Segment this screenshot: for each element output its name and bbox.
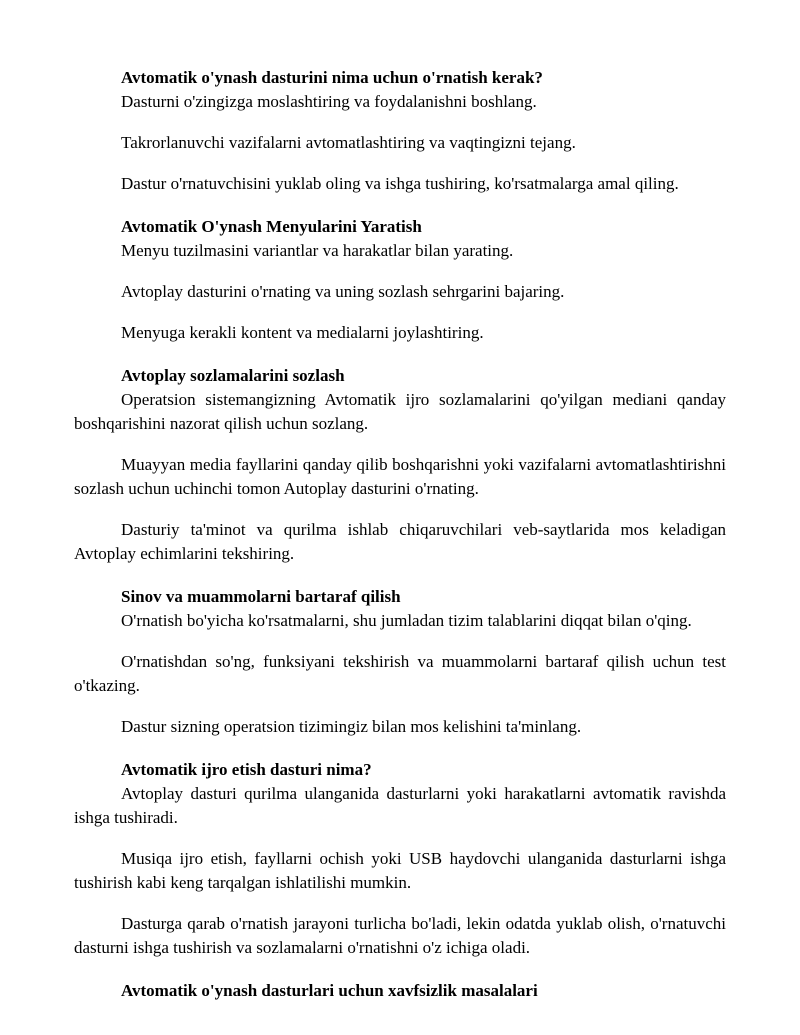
- document-page: [74, 66, 726, 1022]
- section-heading: Avtomatik ijro etish dasturi nima?: [121, 760, 372, 779]
- paragraph: Menyu tuzilmasini variantlar va harakatlar bilan yarating.: [121, 241, 514, 260]
- section-heading: Sinov va muammolarni bartaraf qilish: [121, 587, 401, 606]
- paragraph: Avtoplay dasturini o'rnating va uning sozlash sehrgarini bajaring.: [121, 282, 565, 301]
- paragraph: Avtoplay dasturi qurilma ulanganida dasturlarni yoki harakatlarni avtomatik ravishda ishga tushiradi.: [74, 784, 726, 827]
- paragraph: Dastur sizning operatsion tizimingiz bilan mos kelishini ta'minlang.: [121, 717, 582, 736]
- section-heading: Avtomatik O'ynash Menyularini Yaratish: [121, 217, 422, 236]
- section-why-install: [74, 66, 726, 196]
- paragraph: Menyuga kerakli kontent va medialarni joylashtiring.: [121, 323, 484, 342]
- paragraph: Dasturga qarab o'rnatish jarayoni turlicha bo'ladi, lekin odatda yuklab olish, o'rnatuvchi dasturni ishga tushirish va sozlamalarni o'rnatishni o'z ichiga oladi.: [74, 914, 726, 957]
- paragraph: O'rnatish bo'yicha ko'rsatmalarni, shu jumladan tizim talablarini diqqat bilan o'qing.: [121, 611, 692, 630]
- paragraph: Takrorlanuvchi vazifalarni avtomatlashtiring va vaqtingizni tejang.: [121, 133, 576, 152]
- section-autoplay-settings: [74, 364, 726, 566]
- section-heading: Avtoplay sozlamalarini sozlash: [121, 366, 345, 385]
- paragraph: Musiqa ijro etish, fayllarni ochish yoki USB haydovchi ulanganida dasturlarni ishga tushirish kabi keng tarqalgan ishlatilishi mumkin.: [74, 849, 726, 892]
- section-heading: Avtomatik o'ynash dasturlari uchun xavfsizlik masalalari: [121, 981, 538, 1000]
- section-security-issues: [74, 979, 726, 1003]
- section-what-is-autoplay: [74, 758, 726, 960]
- paragraph: O'rnatishdan so'ng, funksiyani tekshirish va muammolarni bartaraf qilish uchun test o'tkazing.: [74, 652, 726, 695]
- section-testing-troubleshooting: [74, 585, 726, 739]
- paragraph: Dastur o'rnatuvchisini yuklab oling va ishga tushiring, ko'rsatmalarga amal qiling.: [121, 174, 679, 193]
- paragraph: Muayyan media fayllarini qanday qilib boshqarishni yoki vazifalarni avtomatlashtirishni sozlash uchun uchinchi tomon Autoplay dasturini o'rnating.: [74, 455, 726, 498]
- section-heading: Avtomatik o'ynash dasturini nima uchun o'rnatish kerak?: [121, 68, 543, 87]
- section-create-menus: [74, 215, 726, 345]
- paragraph: Dasturni o'zingizga moslashtiring va foydalanishni boshlang.: [121, 92, 537, 111]
- paragraph: Operatsion sistemangizning Avtomatik ijro sozlamalarini qo'yilgan mediani qanday boshqarishini nazorat qilish uchun sozlang.: [74, 390, 726, 433]
- paragraph: Dasturiy ta'minot va qurilma ishlab chiqaruvchilari veb-saytlarida mos keladigan Avtoplay echimlarini tekshiring.: [74, 520, 726, 563]
